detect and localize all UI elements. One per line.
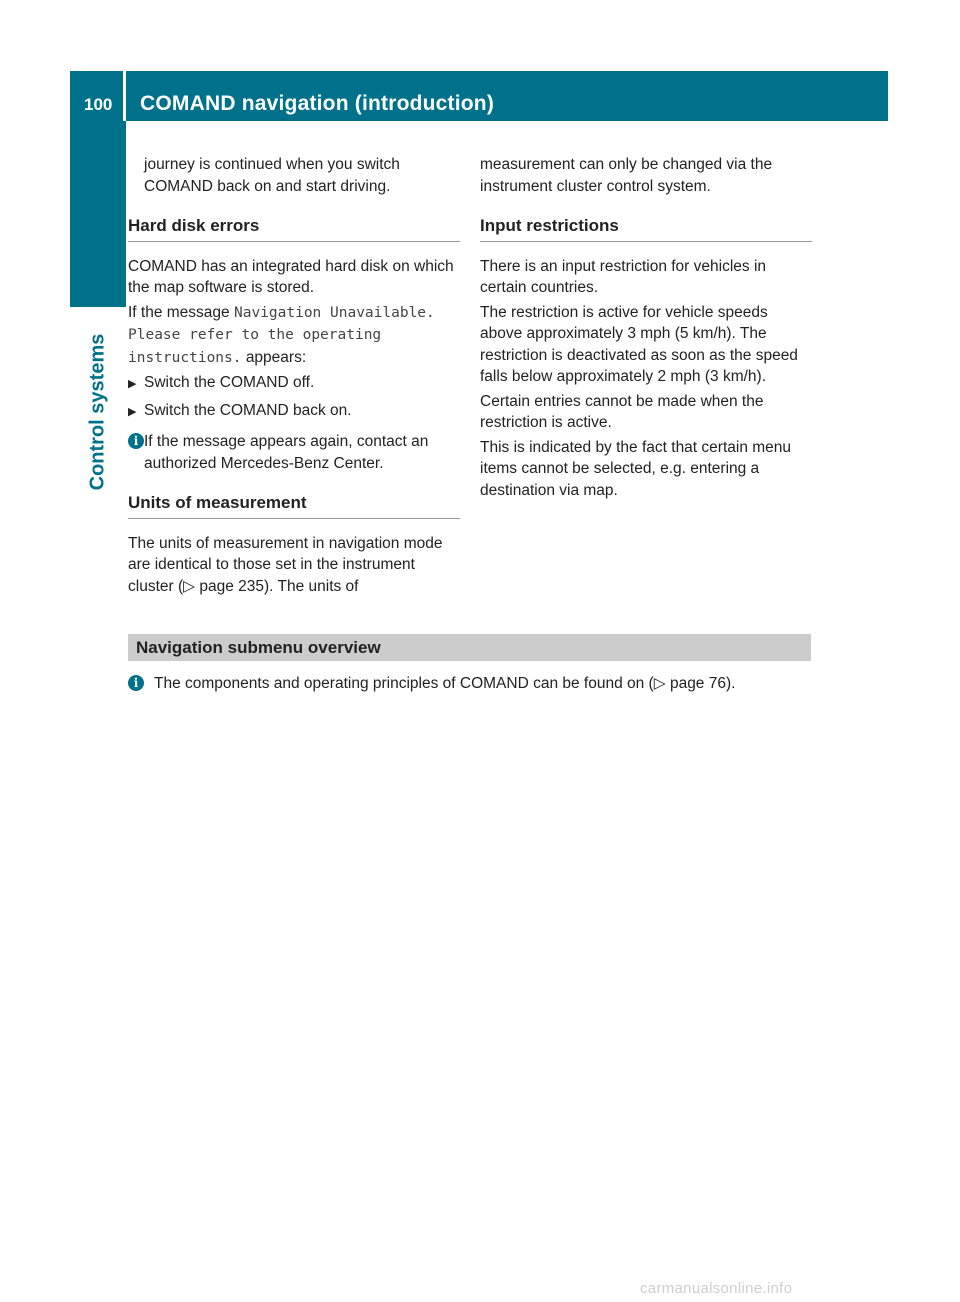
step-arrow-icon: ▶ <box>128 378 137 390</box>
info-note <box>128 431 460 474</box>
side-color-block <box>70 121 126 307</box>
header-bar <box>70 71 888 121</box>
restriction-paragraph: There is an input restriction for vehicles in certain countries. <box>480 257 767 296</box>
message-prefix: If the message <box>128 303 230 321</box>
submenu-heading: Navigation submenu overview <box>136 638 381 657</box>
page-title: COMAND navigation (introduction) <box>140 92 495 115</box>
left-column <box>128 154 460 600</box>
input-restrictions-heading: Input restrictions <box>480 215 812 242</box>
page-number: 100 <box>84 95 113 114</box>
continued-paragraph: journey is continued when you switch COMAND back on and start driving. <box>144 156 400 195</box>
side-section-tab <box>70 307 126 517</box>
right-column <box>480 154 812 504</box>
side-tab-label: Control systems <box>86 333 109 491</box>
hard-disk-errors-heading: Hard disk errors <box>128 215 460 242</box>
units-heading: Units of measurement <box>128 492 460 519</box>
hard-disk-paragraph: COMAND has an integrated hard disk on which the map software is stored. <box>128 257 454 296</box>
continued-paragraph: measurement can only be changed via the instrument cluster control system. <box>480 156 773 195</box>
message-suffix: appears: <box>245 348 307 366</box>
units-paragraph: The units of measurement in navigation mode are identical to those set in the instrument cluster (▷ page 235). The units of <box>128 534 443 595</box>
submenu-info-note <box>128 673 818 695</box>
info-note-text: If the message appears again, contact an authorized Mercedes-Benz Center. <box>144 433 429 472</box>
step-item <box>128 400 460 424</box>
watermark: carmanualsonline.info <box>640 1280 793 1297</box>
submenu-note-text: The components and operating principles of COMAND can be found on (▷ page 76). <box>154 675 736 692</box>
info-icon: i <box>128 433 144 449</box>
step-arrow-icon: ▶ <box>128 405 137 418</box>
step-text: Switch the COMAND off. <box>144 374 315 391</box>
restriction-paragraph: The restriction is active for vehicle speeds above approximately 3 mph (5 km/h). The restriction is deactivated as soon as the speed falls below approximately 2 mph (3 km/h). <box>480 303 798 385</box>
error-message-paragraph <box>128 302 460 370</box>
restriction-paragraph: This is indicated by the fact that certain menu items cannot be selected, e.g. entering a destination via map. <box>480 438 792 499</box>
restriction-paragraph: Certain entries cannot be made when the restriction is active. <box>480 392 764 431</box>
step-text: Switch the COMAND back on. <box>144 401 352 419</box>
info-icon: i <box>128 675 144 691</box>
submenu-heading-bar <box>128 634 811 661</box>
step-item <box>128 372 460 396</box>
page-number-box <box>70 71 126 121</box>
display-message: Navigation Unavailable. Please refer to the operating instructions. <box>128 304 435 366</box>
